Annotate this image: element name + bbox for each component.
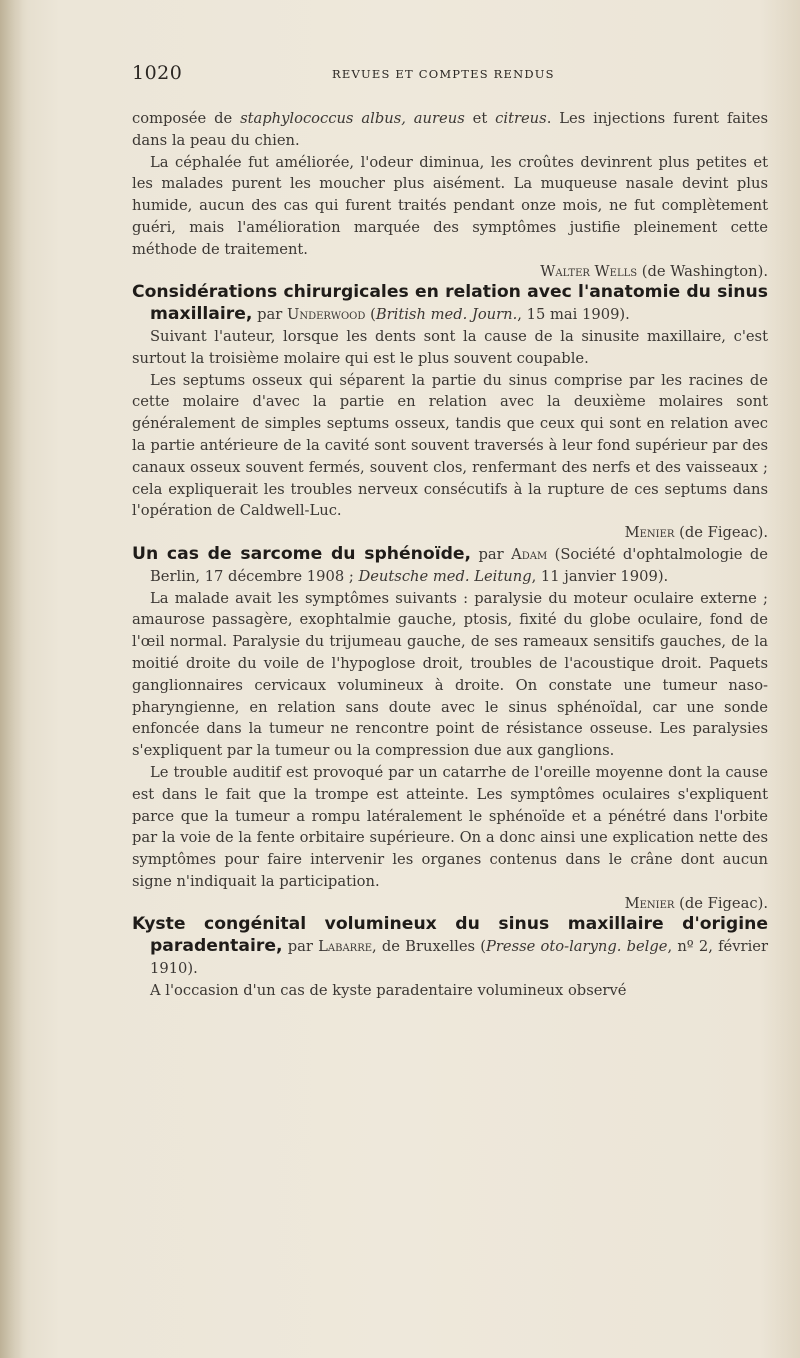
page-header — [132, 62, 768, 90]
text-run: par — [282, 938, 319, 956]
text-run: . Les injections furent faites dans la peau du chien. — [132, 110, 769, 149]
text-run: (Société d'ophtalmologie de Berlin, 17 décembre 1908 ; — [150, 545, 768, 585]
signature-place: (de Washington). — [637, 262, 768, 280]
running-head: REVUES ET COMPTES RENDUS — [332, 67, 555, 81]
text-run: composée de — [132, 110, 241, 127]
italic-term: citreus — [495, 110, 547, 127]
article-source: British med. Journ. — [375, 306, 518, 324]
article-title: Un cas de sarcome du sphénoïde, — [132, 543, 472, 564]
article-heading — [132, 544, 768, 588]
text-run: , de Bruxelles ( — [372, 938, 486, 956]
paragraph: La céphalée fut améliorée, l'odeur diminua, les croûtes devinrent plus petites et les malades purent les moucher plus aisément. La muqueuse nasale devint plus humide, aucun des cas qui furent traités pendant onze mois, ne fut complètement guéri, mais l'amélioration marquée des symptômes justifie pleinement cette méthode de traitement. — [132, 153, 768, 258]
signature-name: Menier — [624, 894, 675, 912]
page-body — [132, 108, 768, 1002]
paragraph: A l'occasion d'un cas de kyste paradentaire volumineux observé — [150, 981, 627, 999]
text-run: par — [252, 306, 287, 324]
article-heading — [132, 914, 768, 979]
text-run: , nº 2, février 1910). — [150, 938, 768, 978]
page-number: 1020 — [132, 62, 183, 84]
paragraph: Suivant l'auteur, lorsque les dents sont la cause de la sinusite maxillaire, c'est surtout la troisième molaire qui est le plus souvent coupable. — [132, 327, 768, 367]
text-run: ( — [365, 306, 376, 324]
paragraph: Le trouble auditif est provoqué par un catarrhe de l'oreille moyenne dont la cause est dans le fait que la trompe est atteinte. Les symptômes oculaires s'expliquent parce que la tumeur a rompu latéralement le sphénoïde et a pénétré dans l'orbite par la voie de la fente orbitaire supérieure. On a donc ainsi une explication nette des symptômes pour faire intervenir les organes contenus dans le crâne dont aucun signe n'indiquait la participation. — [132, 763, 768, 890]
text-run: par — [471, 545, 512, 563]
italic-term: staphylococcus albus, aureus — [240, 110, 465, 127]
article-source: Presse oto-laryng. belge — [485, 938, 668, 956]
signature-name: Walter Wells — [540, 262, 638, 280]
text-run: , 11 janvier 1909). — [531, 567, 669, 585]
article-author: Adam — [511, 545, 548, 563]
article-author: Labarre — [318, 938, 373, 956]
article-title: Considérations chirurgicales en relation avec l'anatomie du sinus maxillaire, — [132, 282, 768, 325]
signature-place: (de Figeac). — [674, 894, 768, 912]
article-author: Underwood — [286, 306, 366, 324]
paragraph-continued — [132, 108, 768, 152]
text-run: et — [464, 110, 496, 127]
signature-place: (de Figeac). — [674, 524, 768, 542]
signature-name: Menier — [624, 524, 675, 542]
paragraph: Les septums osseux qui séparent la partie du sinus comprise par les racines de cette molaire d'avec la partie en relation avec la deuxième molaires sont généralement de simples septums osseux, tandis que ceux qui sont en relation avec la partie antérieure de la cavité sont souvent traversés à leur fond supérieur par des canaux osseux souvent fermés, souvent clos, renfermant des nerfs et des vaisseaux ; cela expliquerait les troubles nerveux consécutifs à la rupture de ces septums dans l'opération de Caldwell-Luc. — [132, 371, 768, 520]
article-source: Deutsche med. Leitung — [358, 567, 532, 585]
signature — [132, 261, 768, 283]
signature — [132, 522, 768, 544]
article-title: Kyste congénital volumineux du sinus maxillaire d'origine paradentaire, — [132, 914, 768, 957]
signature — [132, 893, 768, 915]
article-heading — [132, 282, 768, 326]
paragraph: La malade avait les symptômes suivants : paralysie du moteur oculaire externe ; amaurose passagère, exophtalmie gauche, ptosis, fixité du globe oculaire, fond de l'œil normal. Paralysie du trijumeau gauche, de ses rameaux sensitifs gauches, de la moitié droite du voile de l'hypoglose droit, troubles de l'acoustique droit. Paquets ganglionnaires cervicaux volumineux à droite. On constate une tumeur naso-pharyngienne, en relation sans doute avec le sinus sphénoïdal, car une sonde enfoncée dans la tumeur ne rencontre point de résistance osseuse. Les paralysies s'expliquent par la tumeur ou la compression due aux ganglions. — [132, 589, 768, 760]
page-edge-shadow — [0, 0, 22, 1358]
text-run: , 15 mai 1909). — [517, 306, 630, 324]
